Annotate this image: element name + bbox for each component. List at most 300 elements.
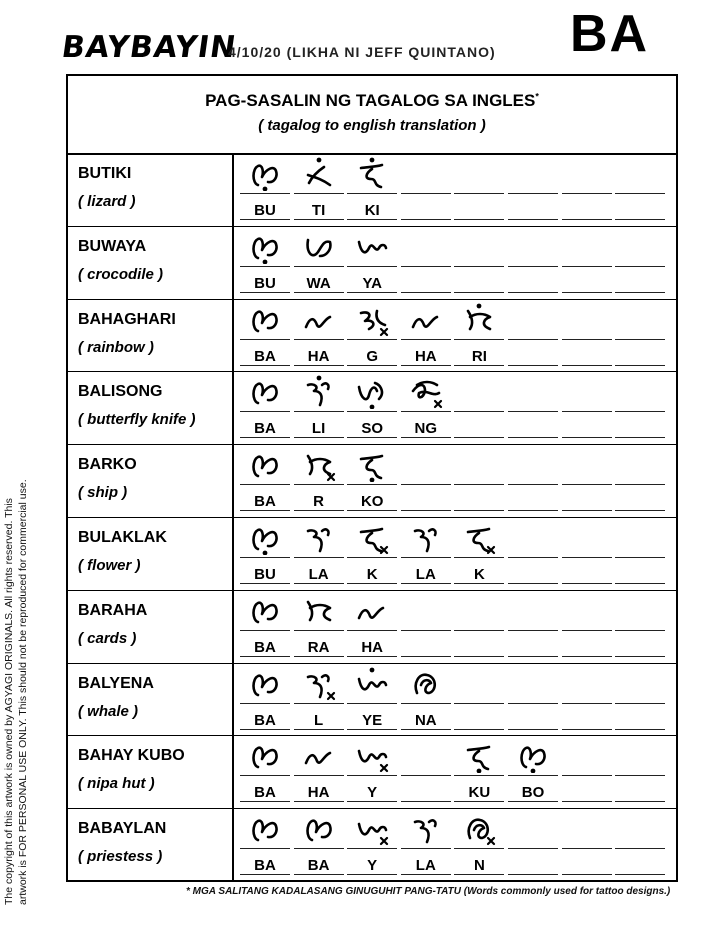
roman-guide-line	[508, 292, 558, 293]
glyph-guide-line	[240, 630, 290, 631]
baybayin-sa-glyph	[355, 375, 389, 409]
romanized-syllable: BA	[254, 347, 276, 365]
glyph-guide-line	[347, 630, 397, 631]
glyph-guide-line	[401, 775, 451, 776]
word-cell	[68, 226, 234, 299]
roman-guide-line	[615, 219, 665, 220]
romanized-syllable: K	[473, 566, 485, 583]
tagalog-word: BULAKLAK	[78, 529, 167, 546]
baybayin-ba-glyph	[248, 594, 282, 628]
baybayin-ka-glyph	[355, 448, 389, 482]
tagalog-word: BAHAGHARI	[78, 310, 176, 328]
writing-slot	[454, 517, 504, 590]
glyph-guide-line	[454, 848, 504, 849]
roman-guide-line	[454, 219, 504, 220]
writing-slot	[401, 299, 451, 372]
roman-guide-line	[294, 510, 344, 511]
romanized-syllable: KI	[364, 202, 380, 219]
virama-cross-mark	[435, 401, 441, 407]
roman-guide-line	[294, 583, 344, 584]
english-translation: ( cards )	[78, 629, 137, 647]
romanized-syllable: HA	[307, 784, 330, 802]
glyph-guide-line	[347, 266, 397, 267]
roman-guide-line	[615, 510, 665, 511]
writing-slot	[615, 590, 665, 663]
writing-slot	[562, 808, 612, 881]
baybayin-ra-glyph	[302, 594, 336, 628]
virama-cross-mark	[381, 329, 387, 335]
glyph-guide-line	[615, 484, 665, 485]
glyph-guide-line	[347, 411, 397, 412]
romanized-syllable: BU	[254, 274, 276, 292]
writing-slot	[454, 590, 504, 663]
glyph-guide-line	[294, 266, 344, 267]
table-row	[68, 663, 676, 737]
writing-slot	[454, 226, 504, 299]
baybayin-nga-glyph	[409, 375, 443, 409]
baybayin-ka-glyph	[355, 157, 389, 191]
virama-cross-mark	[381, 838, 387, 844]
table-title: PAG-SASALIN NG TAGALOG SA INGLES*	[205, 91, 539, 110]
writing-slot	[294, 226, 344, 299]
writing-slot	[562, 371, 612, 444]
writing-slot	[347, 444, 397, 517]
baybayin-ra-glyph	[462, 303, 496, 337]
romanized-syllable: TI	[311, 202, 326, 219]
writing-slot	[615, 517, 665, 590]
romanized-syllable: BA	[254, 711, 276, 729]
roman-guide-line	[508, 583, 558, 584]
romanized-syllable: BA	[307, 857, 330, 875]
romanized-syllable: LA	[415, 857, 436, 875]
writing-slot	[615, 663, 665, 736]
roman-guide-line	[562, 801, 612, 802]
glyph-guide-line	[615, 775, 665, 776]
english-translation: ( whale )	[78, 702, 139, 720]
writing-slot	[294, 444, 344, 517]
glyph-guide-line	[294, 484, 344, 485]
writing-slot	[240, 590, 290, 663]
roman-guide-line	[615, 656, 665, 657]
baybayin-ba-glyph	[248, 667, 282, 701]
romanized-syllable: BA	[254, 784, 276, 802]
byline: 4/10/20 (LIKHA NI JEFF QUINTANO)	[228, 44, 496, 60]
table-row	[68, 590, 676, 664]
word-cell	[68, 663, 234, 736]
english-translation: ( nipa hut )	[78, 775, 155, 793]
glyph-guide-line	[347, 703, 397, 704]
writing-slot	[347, 226, 397, 299]
baybayin-ra-glyph	[302, 448, 336, 482]
glyph-guide-line	[454, 557, 504, 558]
baybayin-ba-glyph	[248, 448, 282, 482]
english-translation: ( flower )	[78, 557, 141, 574]
baybayin-ha-glyph	[355, 594, 389, 628]
copyright-notice	[2, 395, 44, 905]
baybayin-la-glyph	[302, 375, 336, 409]
glyph-guide-line	[562, 193, 612, 194]
roman-guide-line	[240, 729, 290, 730]
writing-slot	[294, 153, 344, 226]
kudlit-below-mark	[263, 187, 268, 191]
roman-guide-line	[347, 801, 397, 802]
glyph-guide-line	[240, 484, 290, 485]
roman-guide-line	[347, 510, 397, 511]
glyph-guide-line	[508, 703, 558, 704]
glyph-guide-line	[562, 630, 612, 631]
glyph-guide-line	[454, 411, 504, 412]
glyph-guide-line	[294, 630, 344, 631]
kudlit-below-mark	[370, 478, 375, 482]
baybayin-na-glyph	[462, 812, 496, 846]
romanized-syllable: L	[314, 711, 324, 729]
roman-guide-line	[454, 729, 504, 730]
virama-cross-mark	[381, 547, 387, 553]
glyph-guide-line	[401, 411, 451, 412]
glyph-guide-line	[562, 703, 612, 704]
writing-slot	[454, 371, 504, 444]
kudlit-below-mark	[531, 769, 536, 773]
table-row	[68, 517, 676, 591]
writing-slot	[401, 444, 451, 517]
writing-slot	[294, 299, 344, 372]
glyph-guide-line	[294, 339, 344, 340]
roman-guide-line	[347, 656, 397, 657]
writing-slot	[240, 371, 290, 444]
writing-slot	[294, 663, 344, 736]
roman-guide-line	[562, 729, 612, 730]
baybayin-la-glyph	[302, 667, 336, 701]
romanized-syllable: BU	[254, 202, 276, 219]
romanized-syllable: BA	[254, 857, 276, 875]
writing-slot	[294, 371, 344, 444]
romanized-syllable: G	[366, 347, 379, 365]
glyph-guide-line	[615, 193, 665, 194]
romanized-syllable: NG	[414, 420, 438, 438]
romanized-syllable: HA	[414, 347, 437, 365]
writing-slot	[454, 299, 504, 372]
roman-guide-line	[508, 874, 558, 875]
writing-slot	[615, 735, 665, 808]
romanized-syllable: BO	[521, 784, 545, 802]
virama-cross-mark	[488, 547, 494, 553]
table-row	[68, 226, 676, 300]
writing-slot	[240, 444, 290, 517]
glyph-guide-line	[240, 339, 290, 340]
glyph-guide-line	[562, 339, 612, 340]
word-cell	[68, 371, 234, 444]
roman-guide-line	[508, 437, 558, 438]
glyph-guide-line	[401, 848, 451, 849]
romanized-syllable: LA	[415, 566, 436, 583]
romanized-syllable: RI	[471, 347, 487, 365]
romanized-syllable: LI	[311, 420, 326, 438]
writing-slot	[240, 226, 290, 299]
roman-guide-line	[615, 437, 665, 438]
baybayin-na-glyph	[409, 667, 443, 701]
glyph-slots	[240, 663, 670, 736]
baybayin-ba-glyph	[248, 157, 282, 191]
roman-guide-line	[454, 874, 504, 875]
glyph-guide-line	[240, 848, 290, 849]
writing-slot	[562, 299, 612, 372]
writing-slot	[347, 153, 397, 226]
table-row	[68, 153, 676, 227]
copyright-line-1: The copyright of this artwork is owned by AGYAGI ORIGINALS. All rights reserved. This	[3, 498, 15, 905]
glyph-guide-line	[347, 557, 397, 558]
glyph-slots	[240, 153, 670, 226]
english-translation: ( ship )	[78, 484, 128, 502]
glyph-guide-line	[347, 339, 397, 340]
writing-slot	[294, 517, 344, 590]
roman-guide-line	[508, 219, 558, 220]
writing-slot	[347, 299, 397, 372]
writing-slot	[347, 371, 397, 444]
writing-slot	[562, 153, 612, 226]
glyph-guide-line	[294, 557, 344, 558]
writing-slot	[240, 735, 290, 808]
romanized-syllable: LA	[308, 566, 329, 583]
kudlit-below-mark	[263, 259, 268, 263]
roman-guide-line	[508, 510, 558, 511]
baybayin-ba-glyph	[248, 375, 282, 409]
roman-guide-line	[240, 583, 290, 584]
baybayin-ba-glyph	[248, 739, 282, 773]
glyph-guide-line	[454, 703, 504, 704]
roman-guide-line	[401, 656, 451, 657]
glyph-slots	[240, 444, 670, 517]
romanized-syllable: RA	[307, 638, 330, 656]
roman-guide-line	[508, 729, 558, 730]
writing-slot	[508, 735, 558, 808]
writing-slot	[615, 226, 665, 299]
glyph-guide-line	[562, 266, 612, 267]
glyph-guide-line	[401, 484, 451, 485]
glyph-guide-line	[562, 411, 612, 412]
writing-slot	[347, 808, 397, 881]
baybayin-la-glyph	[409, 521, 443, 555]
romanized-syllable: KU	[468, 784, 491, 802]
tagalog-word: BALISONG	[78, 383, 163, 401]
writing-slot	[240, 299, 290, 372]
writing-slot	[508, 808, 558, 881]
english-translation: ( crocodile )	[78, 265, 164, 283]
roman-guide-line	[401, 510, 451, 511]
glyph-guide-line	[401, 339, 451, 340]
roman-guide-line	[615, 729, 665, 730]
roman-guide-line	[562, 292, 612, 293]
writing-slot	[454, 444, 504, 517]
writing-slot	[508, 371, 558, 444]
glyph-guide-line	[615, 703, 665, 704]
glyph-guide-line	[294, 411, 344, 412]
table-row	[68, 735, 676, 809]
writing-slot	[240, 153, 290, 226]
writing-slot	[454, 808, 504, 881]
roman-guide-line	[454, 801, 504, 802]
table-row	[68, 444, 676, 518]
tagalog-word: BUWAYA	[78, 237, 147, 255]
english-translation: ( lizard )	[78, 193, 136, 210]
roman-guide-line	[508, 656, 558, 657]
roman-guide-line	[294, 437, 344, 438]
romanized-syllable: YE	[362, 711, 383, 729]
baybayin-ya-glyph	[355, 230, 389, 264]
kudlit-above-mark	[316, 376, 321, 381]
roman-guide-line	[294, 219, 344, 220]
romanized-syllable: BA	[254, 420, 276, 438]
glyph-guide-line	[294, 193, 344, 194]
romanized-syllable: NA	[414, 711, 437, 729]
writing-slot	[347, 663, 397, 736]
roman-guide-line	[347, 729, 397, 730]
writing-slot	[240, 517, 290, 590]
baybayin-ga-glyph	[355, 303, 389, 337]
kudlit-above-mark	[316, 158, 321, 163]
glyph-guide-line	[454, 630, 504, 631]
baybayin-ha-glyph	[302, 303, 336, 337]
roman-guide-line	[562, 437, 612, 438]
romanized-syllable: Y	[367, 784, 378, 802]
kudlit-below-mark	[263, 551, 268, 555]
glyph-guide-line	[454, 193, 504, 194]
romanized-syllable: BA	[254, 493, 276, 511]
roman-guide-line	[294, 292, 344, 293]
table-row	[68, 371, 676, 445]
glyph-guide-line	[615, 557, 665, 558]
writing-slot	[401, 663, 451, 736]
glyph-guide-line	[562, 557, 612, 558]
roman-guide-line	[562, 510, 612, 511]
roman-guide-line	[347, 365, 397, 366]
kudlit-below-mark	[370, 405, 375, 409]
glyph-guide-line	[615, 411, 665, 412]
baybayin-ka-glyph	[462, 739, 496, 773]
glyph-guide-line	[508, 484, 558, 485]
glyph-guide-line	[508, 557, 558, 558]
glyph-guide-line	[508, 411, 558, 412]
glyph-guide-line	[615, 266, 665, 267]
word-cell	[68, 153, 234, 226]
glyph-guide-line	[347, 775, 397, 776]
glyph-guide-line	[454, 775, 504, 776]
table-subtitle: ( tagalog to english translation )	[258, 117, 486, 134]
roman-guide-line	[294, 729, 344, 730]
glyph-guide-line	[347, 193, 397, 194]
virama-cross-mark	[488, 838, 494, 844]
romanized-syllable: HA	[307, 347, 330, 365]
writing-slot	[562, 590, 612, 663]
baybayin-ka-glyph	[355, 521, 389, 555]
baybayin-ha-glyph	[409, 303, 443, 337]
baybayin-ba-glyph	[248, 303, 282, 337]
roman-guide-line	[347, 874, 397, 875]
roman-guide-line	[240, 801, 290, 802]
word-cell	[68, 299, 234, 372]
roman-guide-line	[508, 365, 558, 366]
writing-slot	[562, 517, 612, 590]
glyph-guide-line	[508, 848, 558, 849]
glyph-guide-line	[240, 411, 290, 412]
glyph-guide-line	[401, 266, 451, 267]
romanized-syllable: BA	[254, 638, 276, 656]
writing-slot	[508, 590, 558, 663]
glyph-slots	[240, 590, 670, 663]
glyph-guide-line	[562, 484, 612, 485]
title-asterisk: *	[535, 91, 539, 102]
glyph-guide-line	[401, 193, 451, 194]
roman-guide-line	[454, 437, 504, 438]
kudlit-above-mark	[370, 158, 375, 163]
baybayin-ka-glyph	[462, 521, 496, 555]
tagalog-word: BABAYLAN	[78, 820, 167, 838]
brand-logo: BAYBAYIN	[59, 30, 239, 65]
syllable-title: BA	[570, 5, 650, 63]
writing-slot	[615, 153, 665, 226]
glyph-slots	[240, 808, 670, 881]
roman-guide-line	[562, 219, 612, 220]
writing-slot	[508, 299, 558, 372]
roman-guide-line	[240, 219, 290, 220]
tagalog-word: BUTIKI	[78, 165, 132, 182]
roman-guide-line	[615, 365, 665, 366]
baybayin-ha-glyph	[302, 739, 336, 773]
baybayin-ba-glyph	[248, 230, 282, 264]
english-translation: ( butterfly knife )	[78, 411, 196, 429]
roman-guide-line	[240, 437, 290, 438]
glyph-guide-line	[347, 484, 397, 485]
writing-slot	[562, 663, 612, 736]
writing-slot	[294, 590, 344, 663]
virama-cross-mark	[328, 693, 334, 699]
roman-guide-line	[401, 729, 451, 730]
glyph-guide-line	[347, 848, 397, 849]
roman-guide-line	[615, 583, 665, 584]
table-row	[68, 299, 676, 373]
writing-slot	[401, 153, 451, 226]
roman-guide-line	[615, 801, 665, 802]
baybayin-ya-glyph	[355, 667, 389, 701]
writing-slot	[294, 735, 344, 808]
romanized-syllable: BU	[254, 566, 276, 583]
roman-guide-line	[401, 437, 451, 438]
glyph-guide-line	[615, 630, 665, 631]
roman-guide-line	[347, 583, 397, 584]
roman-guide-line	[454, 365, 504, 366]
roman-guide-line	[562, 365, 612, 366]
baybayin-ta-glyph	[302, 157, 336, 191]
writing-slot	[562, 444, 612, 517]
roman-guide-line	[240, 656, 290, 657]
roman-guide-line	[401, 801, 451, 802]
roman-guide-line	[615, 874, 665, 875]
glyph-guide-line	[454, 266, 504, 267]
writing-slot	[508, 226, 558, 299]
writing-slot	[401, 808, 451, 881]
word-cell	[68, 808, 234, 881]
tagalog-word: BAHAY KUBO	[78, 747, 185, 765]
glyph-guide-line	[508, 339, 558, 340]
roman-guide-line	[508, 801, 558, 802]
glyph-guide-line	[615, 339, 665, 340]
writing-slot	[294, 808, 344, 881]
writing-slot	[401, 226, 451, 299]
roman-guide-line	[562, 656, 612, 657]
romanized-syllable: Y	[367, 857, 378, 875]
glyph-guide-line	[562, 848, 612, 849]
romanized-syllable: HA	[361, 638, 384, 656]
baybayin-ya-glyph	[355, 812, 389, 846]
